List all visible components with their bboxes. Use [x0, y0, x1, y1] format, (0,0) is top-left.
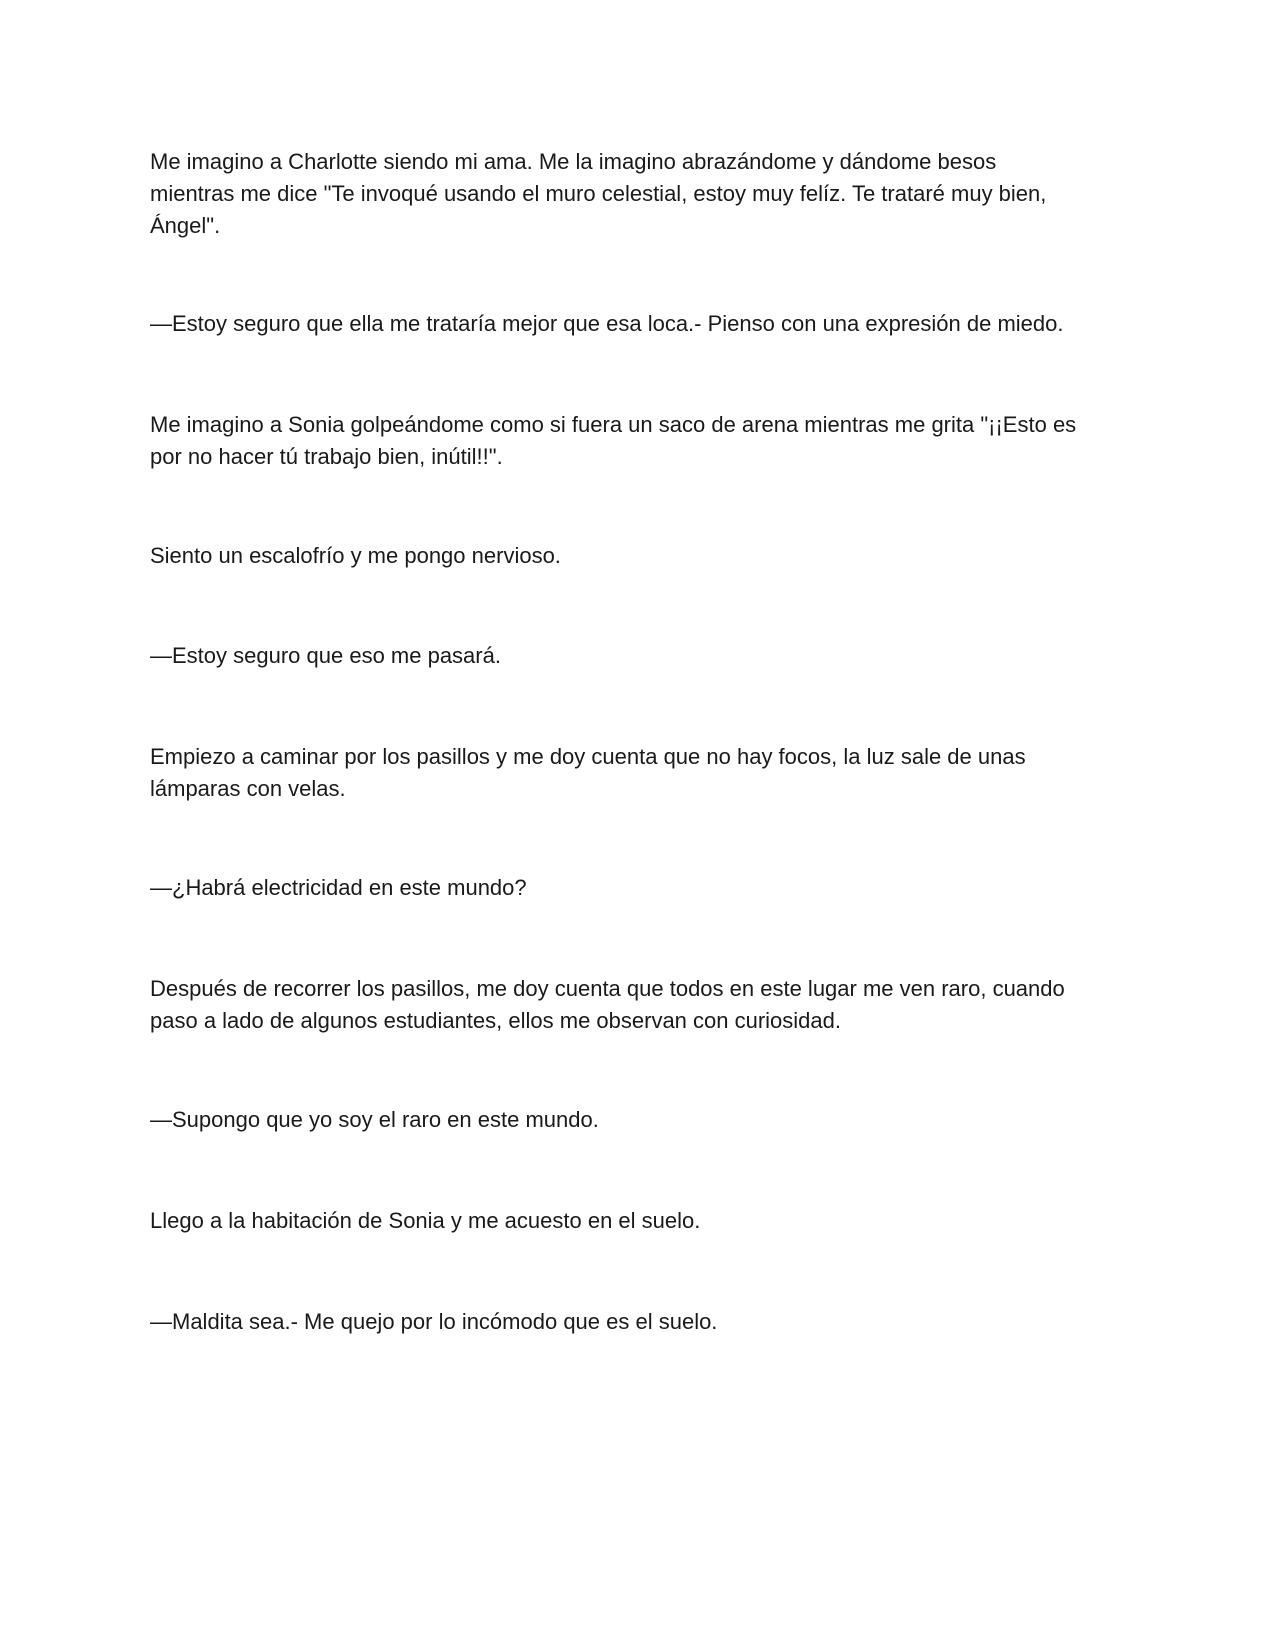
text-line: Llego a la habitación de Sonia y me acuesto en el suelo. — [150, 1208, 701, 1233]
paragraph-11 — [150, 1306, 1115, 1338]
paragraph-6 — [150, 741, 1115, 805]
text-line: —¿Habrá electricidad en este mundo? — [150, 875, 527, 900]
paragraph-3 — [150, 409, 1115, 473]
text-line: Empiezo a caminar por los pasillos y me doy cuenta que no hay focos, la luz sale de unas — [150, 744, 1026, 769]
paragraph-10 — [150, 1205, 1115, 1237]
text-line: —Supongo que yo soy el raro en este mundo. — [150, 1107, 599, 1132]
text-line: Ángel". — [150, 213, 221, 238]
text-line: paso a lado de algunos estudiantes, ellos me observan con curiosidad. — [150, 1008, 842, 1033]
text-line: por no hacer tú trabajo bien, inútil!!". — [150, 444, 503, 469]
text-line: —Estoy seguro que ella me trataría mejor que esa loca.- Pienso con una expresión de miedo. — [150, 311, 1064, 336]
paragraph-1 — [150, 146, 1115, 242]
paragraph-8 — [150, 973, 1115, 1037]
paragraph-5 — [150, 640, 1115, 672]
paragraph-7 — [150, 872, 1115, 904]
paragraph-2 — [150, 308, 1115, 340]
text-line: lámparas con velas. — [150, 776, 346, 801]
text-line: Después de recorrer los pasillos, me doy cuenta que todos en este lugar me ven raro, cuando — [150, 976, 1065, 1001]
text-line: —Maldita sea.- Me quejo por lo incómodo que es el suelo. — [150, 1309, 718, 1334]
text-line: Siento un escalofrío y me pongo nervioso. — [150, 543, 561, 568]
text-line: Me imagino a Sonia golpeándome como si fuera un saco de arena mientras me grita "¡¡Esto es — [150, 412, 1077, 437]
text-line: —Estoy seguro que eso me pasará. — [150, 643, 501, 668]
text-line: Me imagino a Charlotte siendo mi ama. Me la imagino abrazándome y dándome besos — [150, 149, 997, 174]
text-line: mientras me dice "Te invoqué usando el muro celestial, estoy muy felíz. Te trataré muy bien, — [150, 181, 1047, 206]
paragraph-4 — [150, 540, 1115, 572]
paragraph-9 — [150, 1104, 1115, 1136]
